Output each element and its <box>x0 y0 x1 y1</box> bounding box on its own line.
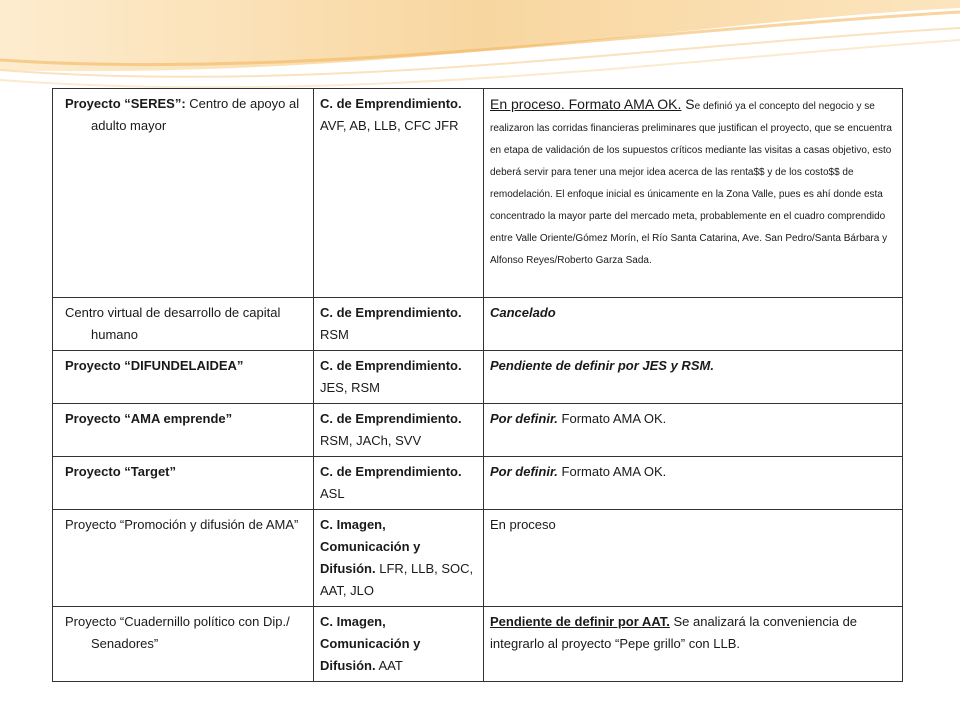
status-cell <box>484 404 903 457</box>
committee-members: ASL <box>320 486 345 501</box>
committee-name: C. de Emprendimiento. <box>320 305 462 320</box>
project-name: Proyecto “AMA emprende” <box>65 411 233 426</box>
project-name-bold: Proyecto “SERES”: <box>65 96 186 111</box>
committee-members: AAT <box>375 658 403 673</box>
status-cell <box>484 351 903 404</box>
project-name: Centro virtual de desarrollo de capital humano <box>65 305 281 342</box>
status-label: Pendiente de definir por JES y RSM. <box>490 358 714 373</box>
project-name-cell <box>53 351 314 404</box>
project-name: Proyecto “Target” <box>65 464 177 479</box>
committee-name: C. de Emprendimiento. <box>320 358 462 373</box>
table-row <box>53 607 903 682</box>
status-label: Pendiente de definir por AAT. <box>490 614 670 629</box>
committee-members: RSM, JACh, SVV <box>320 433 422 448</box>
committee-name: C. de Emprendimiento. <box>320 464 462 479</box>
status-description: e definió ya el concepto del negocio y se realizaron las corridas financieras preliminares que justifican el proyecto, que se encuentra en etapa de validación de los supuestos críticos mediante las visitas a casas objetivo, esto deberá servir para tener una mejor idea acerca de las renta$$ y de los costo$$ de remodelación. El enfoque inicial es únicamente en la Zona Valle, pues es ahí donde esta concentrado la mayor parte del mercado meta, probablemente en el cuadro comprendido entre Valle Oriente/Gómez Morín, el Río Santa Catarina, Ave. San Pedro/Santa Bárbara y Alfonso Reyes/Roberto Garza Sada. <box>490 101 892 266</box>
table-row <box>53 404 903 457</box>
committee-cell <box>314 298 484 351</box>
status-cell <box>484 89 903 298</box>
table-row <box>53 351 903 404</box>
status-description: Formato AMA OK. <box>557 464 667 479</box>
committee-cell <box>314 607 484 682</box>
project-name: Proyecto “Cuadernillo político con Dip./ Senadores” <box>65 614 290 651</box>
status-cell <box>484 298 903 351</box>
table-row <box>53 298 903 351</box>
status-label: En proceso <box>490 517 556 532</box>
committee-cell <box>314 351 484 404</box>
project-name-cell <box>53 457 314 510</box>
status-label: En proceso. Formato AMA OK. <box>490 96 682 112</box>
committee-cell <box>314 457 484 510</box>
committee-name: C. Imagen, Comunicación y Difusión. <box>320 614 421 673</box>
committee-name: C. de Emprendimiento. <box>320 411 462 426</box>
committee-members: RSM <box>320 327 349 342</box>
committee-members: LFR, LLB, SOC, AAT, JLO <box>320 561 474 598</box>
status-lead: S <box>681 96 695 112</box>
project-name-cell <box>53 298 314 351</box>
status-description: Formato AMA OK. <box>557 411 667 426</box>
status-label: Por definir. <box>490 464 558 479</box>
committee-members: JES, RSM <box>320 380 380 395</box>
project-name-cell <box>53 510 314 607</box>
committee-cell <box>314 89 484 298</box>
status-cell <box>484 457 903 510</box>
status-cell <box>484 607 903 682</box>
project-name-cell <box>53 404 314 457</box>
committee-name: C. de Emprendimiento. <box>320 96 462 111</box>
project-name: Proyecto “Promoción y difusión de AMA” <box>65 517 299 532</box>
committee-cell <box>314 404 484 457</box>
project-name-rest: Centro de apoyo al adulto mayor <box>91 96 300 133</box>
projects-table <box>52 88 903 682</box>
status-label: Por definir. <box>490 411 558 426</box>
project-name: Proyecto “DIFUNDELAIDEA” <box>65 358 244 373</box>
committee-name: C. Imagen, Comunicación y Difusión. <box>320 517 421 576</box>
status-description: Se analizará la conveniencia de integrarlo al proyecto “Pepe grillo” con LLB. <box>490 614 858 651</box>
committee-cell <box>314 510 484 607</box>
project-name-cell <box>53 607 314 682</box>
committee-members: AVF, AB, LLB, CFC JFR <box>320 118 459 133</box>
status-label: Cancelado <box>490 305 556 320</box>
table-row <box>53 457 903 510</box>
table-row <box>53 89 903 298</box>
project-name-cell <box>53 89 314 298</box>
table-row <box>53 510 903 607</box>
status-cell <box>484 510 903 607</box>
